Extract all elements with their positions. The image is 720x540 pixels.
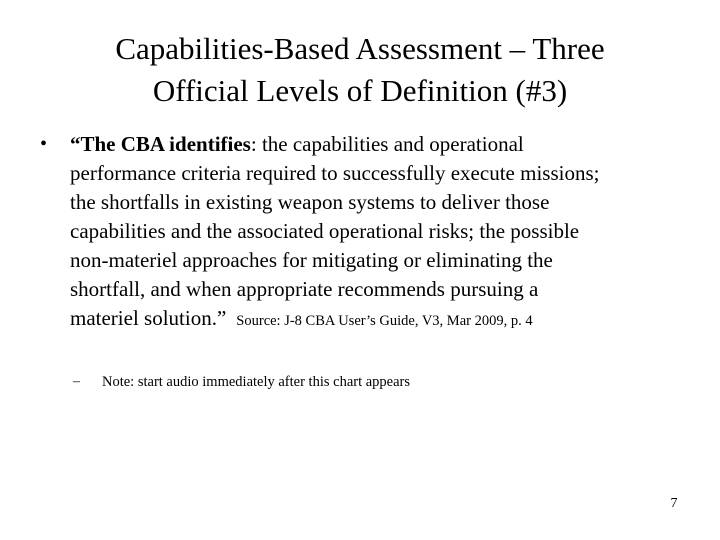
slide-title-line-1: Capabilities-Based Assessment – Three bbox=[115, 31, 605, 66]
bullet-line-3: the shortfalls in existing weapon systems to deliver those bbox=[70, 190, 550, 214]
bullet-body bbox=[70, 130, 710, 336]
bullet-line-7-text: materiel solution.” bbox=[70, 306, 227, 330]
bullet-line-4: capabilities and the associated operational risks; the possible bbox=[70, 219, 580, 243]
bullet-line-7 bbox=[70, 304, 710, 336]
slide-title-line-2: Official Levels of Definition (#3) bbox=[152, 73, 568, 108]
slide-title bbox=[0, 28, 720, 112]
page-number: 7 bbox=[670, 496, 678, 511]
sub-bullet-marker: – bbox=[73, 374, 80, 389]
bullet-line-1-text: : the capabilities and operational bbox=[250, 132, 524, 156]
bullet-line-5: non-materiel approaches for mitigating or eliminating the bbox=[70, 248, 553, 272]
bullet-bold-lead: “The CBA identifies bbox=[70, 132, 251, 156]
bullet-line-6: shortfall, and when appropriate recommends pursuing a bbox=[70, 277, 539, 301]
bullet-marker: • bbox=[40, 133, 48, 155]
source-citation: Source: J-8 CBA User’s Guide, V3, Mar 2009, p. 4 bbox=[236, 313, 533, 329]
bullet-line-2: performance criteria required to successfully execute missions; bbox=[70, 161, 600, 185]
sub-bullet-note: Note: start audio immediately after this chart appears bbox=[102, 374, 411, 390]
bullet-line-1 bbox=[70, 130, 710, 159]
